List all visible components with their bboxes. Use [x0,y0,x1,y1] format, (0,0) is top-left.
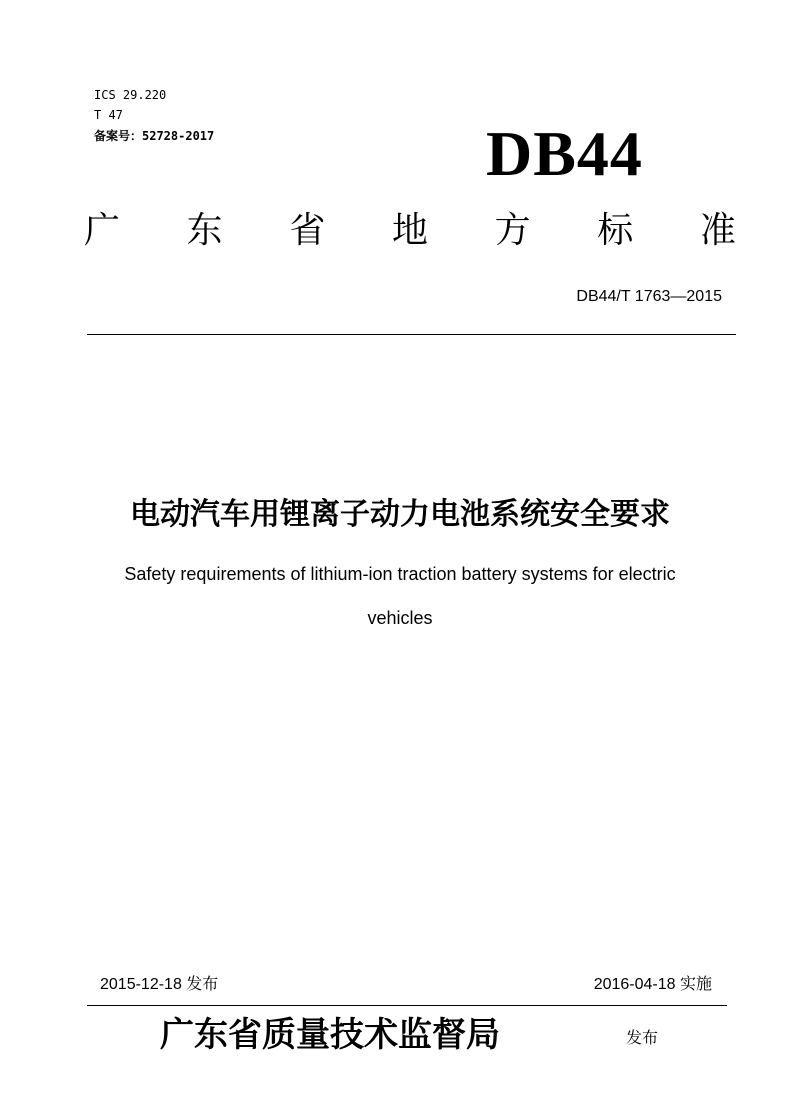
chinese-title: 电动汽车用锂离子动力电池系统安全要求 [130,497,670,532]
province-char: 方 [494,210,531,251]
issuing-authority: 广东省质量技术监督局 [160,1015,500,1055]
standard-number: DB44/T 1763—2015 [576,288,722,305]
province-char: 东 [186,210,223,251]
implementation-date: 2016-04-18 实施 [593,976,712,993]
province-char: 地 [391,210,428,251]
english-title-line-1: Safety requirements of lithium-ion traction battery systems for electric [124,564,676,584]
english-title-line-2: vehicles [367,608,433,628]
standard-code-logo: DB44 [486,118,643,189]
record-number: 备案号：52728-2017 [94,129,215,143]
header-divider [87,334,736,335]
province-char: 省 [289,210,326,251]
issuing-action: 发布 [626,1028,659,1047]
province-char: 标 [597,210,634,251]
publish-date: 2015-12-18 发布 [100,976,219,993]
ics-code: ICS 29.220 [94,88,167,102]
province-char: 广 [84,210,121,251]
classification-code: T 47 [94,108,123,122]
province-char: 准 [699,210,736,251]
provincial-standard-title [84,208,736,254]
footer-divider [87,1005,727,1006]
